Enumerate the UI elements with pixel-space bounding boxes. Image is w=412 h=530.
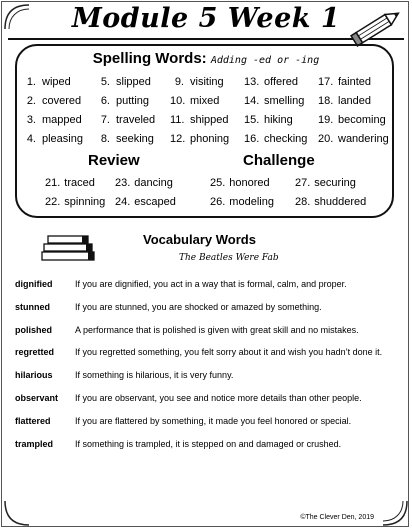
vocabulary-definition: If you regretted something, you felt sorry about it and wish you hadn’t done it.: [75, 347, 383, 358]
spelling-word-text: landed: [338, 95, 372, 107]
challenge-word-text: modeling: [229, 196, 274, 208]
challenge-number: 26.: [210, 196, 226, 208]
spelling-word-text: offered: [264, 76, 299, 88]
spelling-word: [22, 95, 81, 107]
vocabulary-word: hilarious: [15, 370, 53, 381]
spelling-word: [318, 95, 371, 107]
spelling-number: 17.: [318, 76, 334, 88]
review-word: [115, 196, 176, 208]
vocabulary-definition: A performance that is polished is given with great skill and no mistakes.: [75, 324, 359, 335]
spelling-number: 19.: [318, 114, 334, 126]
vocabulary-word: observant: [15, 393, 59, 403]
spelling-word: [170, 133, 229, 145]
vocabulary-word: trampled: [15, 438, 54, 449]
spelling-number: 18.: [318, 95, 334, 107]
spelling-number: 9.: [174, 76, 184, 88]
corner-flourish-icon: [3, 497, 33, 527]
spelling-number: 14.: [244, 95, 260, 107]
vocabulary-word: polished: [15, 324, 53, 335]
challenge-number: 25.: [210, 177, 226, 189]
review-word: [45, 177, 95, 189]
vocabulary-word: flattered: [15, 415, 51, 426]
spelling-word-text: seeking: [116, 133, 154, 145]
page-title: Module 5 Week 1: [71, 3, 341, 34]
spelling-number: 6.: [100, 95, 110, 107]
challenge-word-text: honored: [229, 177, 270, 189]
spelling-number: 11.: [170, 114, 185, 126]
spelling-number: 1.: [26, 76, 36, 88]
spelling-word-text: fainted: [338, 76, 372, 88]
spelling-heading: Spelling Words: Adding -ed or -ing: [92, 50, 320, 67]
review-number: 23.: [115, 177, 131, 189]
spelling-word-text: wandering: [338, 133, 389, 145]
vocabulary-definition: If something is hilarious, it is very funny.: [75, 370, 234, 381]
spelling-word-text: slipped: [116, 76, 151, 88]
spelling-word: [170, 95, 219, 107]
spelling-word: [318, 133, 389, 145]
spelling-word: [96, 95, 149, 107]
challenge-word: [210, 177, 270, 189]
vocabulary-word: stunned: [15, 301, 50, 312]
spelling-word-text: wiped: [42, 76, 71, 88]
review-word: [45, 196, 105, 208]
pencil-icon: [350, 4, 406, 48]
spelling-word-text: checking: [264, 133, 308, 145]
vocabulary-definition: If something is trampled, it is stepped on and damaged or crushed.: [75, 438, 342, 449]
spelling-number: 16.: [244, 133, 260, 145]
spelling-word: [22, 76, 71, 88]
vocabulary-subheading: The Beatles Were Fab: [179, 253, 279, 263]
spelling-number: 12.: [170, 133, 186, 145]
spelling-word-text: putting: [116, 95, 150, 107]
vocabulary-word: dignified: [15, 279, 53, 289]
title-underline: [8, 38, 404, 40]
review-word-text: dancing: [134, 177, 173, 189]
spelling-word-text: visiting: [190, 76, 224, 88]
review-heading: Review: [88, 152, 140, 169]
review-word-text: escaped: [134, 196, 176, 208]
spelling-number: 2.: [26, 95, 36, 107]
review-number: 24.: [115, 196, 131, 208]
spelling-word: [96, 76, 151, 88]
spelling-word-text: covered: [42, 95, 82, 107]
challenge-number: 27.: [295, 177, 311, 189]
spelling-word-text: becoming: [338, 114, 386, 126]
review-word-text: spinning: [64, 196, 106, 208]
spelling-number: 15.: [244, 114, 260, 126]
spelling-word-text: phoning: [190, 133, 230, 145]
spelling-number: 13.: [244, 76, 260, 88]
vocabulary-definition: If you are dignified, you act in a way that is formal, calm, and proper.: [75, 279, 347, 289]
spelling-word: [244, 95, 304, 107]
challenge-word: [295, 177, 356, 189]
spelling-word: [244, 76, 298, 88]
spelling-number: 5.: [100, 76, 110, 88]
spelling-word: [96, 114, 155, 126]
vocabulary-definition: If you are stunned, you are shocked or amazed by something.: [75, 301, 322, 312]
books-icon: [40, 234, 100, 262]
spelling-word-text: traveled: [116, 114, 156, 126]
vocabulary-heading: Vocabulary Words: [143, 232, 256, 247]
challenge-word: [295, 196, 366, 208]
spelling-number: 8.: [100, 133, 110, 145]
review-word: [115, 177, 173, 189]
review-number: 21.: [45, 177, 61, 189]
spelling-word: [318, 114, 386, 126]
spelling-word: [244, 114, 293, 126]
spelling-title: Spelling Words: [92, 50, 202, 67]
spelling-word-text: smelling: [264, 95, 305, 107]
credit-text: ©The Clever Den, 2019: [300, 514, 374, 521]
spelling-word: [170, 76, 224, 88]
spelling-number: 3.: [26, 114, 36, 126]
review-word-text: traced: [64, 177, 95, 189]
challenge-word-text: securing: [314, 177, 356, 189]
review-number: 22.: [45, 196, 61, 208]
spelling-word-text: mapped: [42, 114, 82, 126]
vocabulary-definition: If you are observant, you see and notice more details than other people.: [75, 393, 362, 403]
spelling-number: 7.: [100, 114, 110, 126]
challenge-word: [210, 196, 274, 208]
spelling-word: [244, 133, 307, 145]
spelling-word-text: mixed: [190, 95, 220, 107]
spelling-word-text: shipped: [190, 114, 229, 126]
spelling-number: 20.: [318, 133, 334, 145]
spelling-word: [96, 133, 154, 145]
spelling-number: 4.: [26, 133, 36, 145]
spelling-word: [22, 133, 83, 145]
vocabulary-definition: If you are flattered by something, it made you feel honored or special.: [75, 415, 352, 426]
vocabulary-word: regretted: [15, 347, 55, 358]
challenge-number: 28.: [295, 196, 311, 208]
spelling-word: [22, 114, 82, 126]
spelling-box: [15, 44, 394, 218]
spelling-subtitle: Adding -ed or -ing: [210, 55, 320, 66]
spelling-word-text: hiking: [264, 114, 293, 126]
spelling-word: [318, 76, 371, 88]
spelling-number: 10.: [170, 95, 186, 107]
challenge-heading: Challenge: [243, 152, 315, 169]
corner-flourish-icon: [379, 497, 409, 527]
spelling-word-text: pleasing: [42, 133, 83, 145]
challenge-word-text: shuddered: [314, 196, 367, 208]
spelling-word: [170, 114, 229, 126]
